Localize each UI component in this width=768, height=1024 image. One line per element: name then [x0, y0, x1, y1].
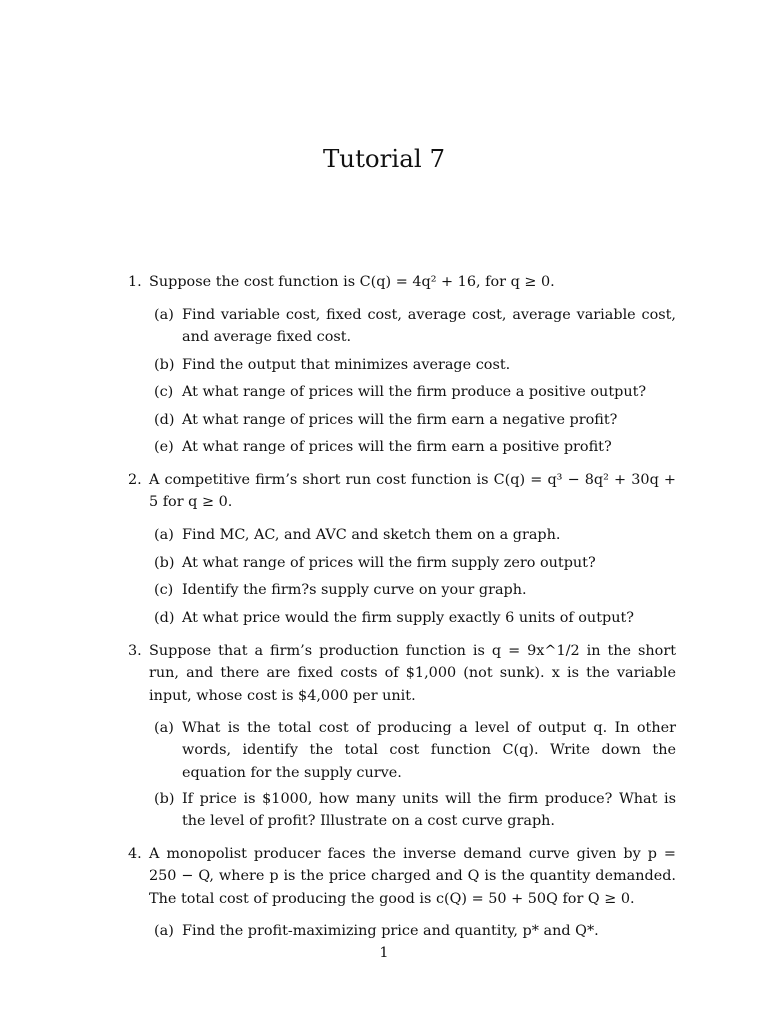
- part-text: At what range of prices will the firm earn a negative profit?: [182, 412, 618, 428]
- question-1-part-a: [154, 304, 676, 349]
- part-label: (c): [154, 582, 174, 598]
- part-text: Find variable cost, fixed cost, average cost, average variable cost, and average fixed cost.: [182, 307, 676, 346]
- part-text: What is the total cost of producing a level of output q. In other words, identify the total cost function C(q). Write down the equation for the supply curve.: [182, 720, 676, 781]
- part-text: At what range of prices will the firm earn a positive profit?: [182, 439, 612, 455]
- part-label: (c): [154, 384, 174, 400]
- question-text: Suppose the cost function is C(q) = 4q² + 16, for q ≥ 0.: [149, 274, 555, 290]
- question-3-part-a: [154, 717, 676, 784]
- question-text: A competitive firm’s short run cost function is C(q) = q³ − 8q² + 30q + 5 for q ≥ 0.: [149, 472, 676, 511]
- question-4-part-a: [154, 920, 676, 942]
- part-label: (a): [154, 527, 174, 543]
- question-text: A monopolist producer faces the inverse demand curve given by p = 250 − Q, where p is the price charged and Q is the quantity demanded. The total cost of producing the good is c(Q) = 50 + 50Q for Q ≥ 0.: [149, 846, 676, 907]
- part-label: (a): [154, 923, 174, 939]
- question-4: [128, 843, 676, 910]
- question-3-part-b: [154, 788, 676, 833]
- page-title: Tutorial 7: [322, 144, 446, 173]
- question-1-part-b: [154, 354, 676, 376]
- part-text: At what price would the firm supply exactly 6 units of output?: [182, 610, 634, 626]
- part-label: (e): [154, 439, 174, 455]
- question-number: 1.: [128, 274, 142, 290]
- question-1-part-e: [154, 436, 676, 458]
- question-number: 3.: [128, 643, 142, 659]
- part-text: Find MC, AC, and AVC and sketch them on a graph.: [182, 527, 561, 543]
- part-text: Identify the firm?s supply curve on your graph.: [182, 582, 527, 598]
- part-label: (b): [154, 357, 175, 373]
- part-label: (b): [154, 555, 175, 571]
- question-1-part-d: [154, 409, 676, 431]
- part-label: (a): [154, 720, 174, 736]
- part-label: (b): [154, 791, 175, 807]
- part-text: At what range of prices will the firm supply zero output?: [182, 555, 596, 571]
- question-1-part-c: [154, 381, 676, 403]
- question-2-part-c: [154, 579, 676, 601]
- part-text: Find the profit-maximizing price and quantity, p* and Q*.: [182, 923, 599, 939]
- page-number: 1: [379, 945, 389, 961]
- question-2-part-a: [154, 524, 676, 546]
- question-2: [128, 469, 676, 514]
- question-number: 2.: [128, 472, 142, 488]
- part-label: (d): [154, 610, 175, 626]
- part-label: (a): [154, 307, 174, 323]
- question-3: [128, 640, 676, 707]
- part-label: (d): [154, 412, 175, 428]
- question-text: Suppose that a firm’s production function is q = 9x^1/2 in the short run, and there are fixed costs of $1,000 (not sunk). x is the variable input, whose cost is $4,000 per unit.: [149, 643, 676, 704]
- question-2-part-b: [154, 552, 676, 574]
- question-number: 4.: [128, 846, 142, 862]
- part-text: At what range of prices will the firm produce a positive output?: [182, 384, 647, 400]
- part-text: Find the output that minimizes average cost.: [182, 357, 511, 373]
- question-2-part-d: [154, 607, 676, 629]
- question-1: [128, 271, 676, 293]
- part-text: If price is $1000, how many units will the firm produce? What is the level of profit? Illustrate on a cost curve graph.: [182, 791, 676, 830]
